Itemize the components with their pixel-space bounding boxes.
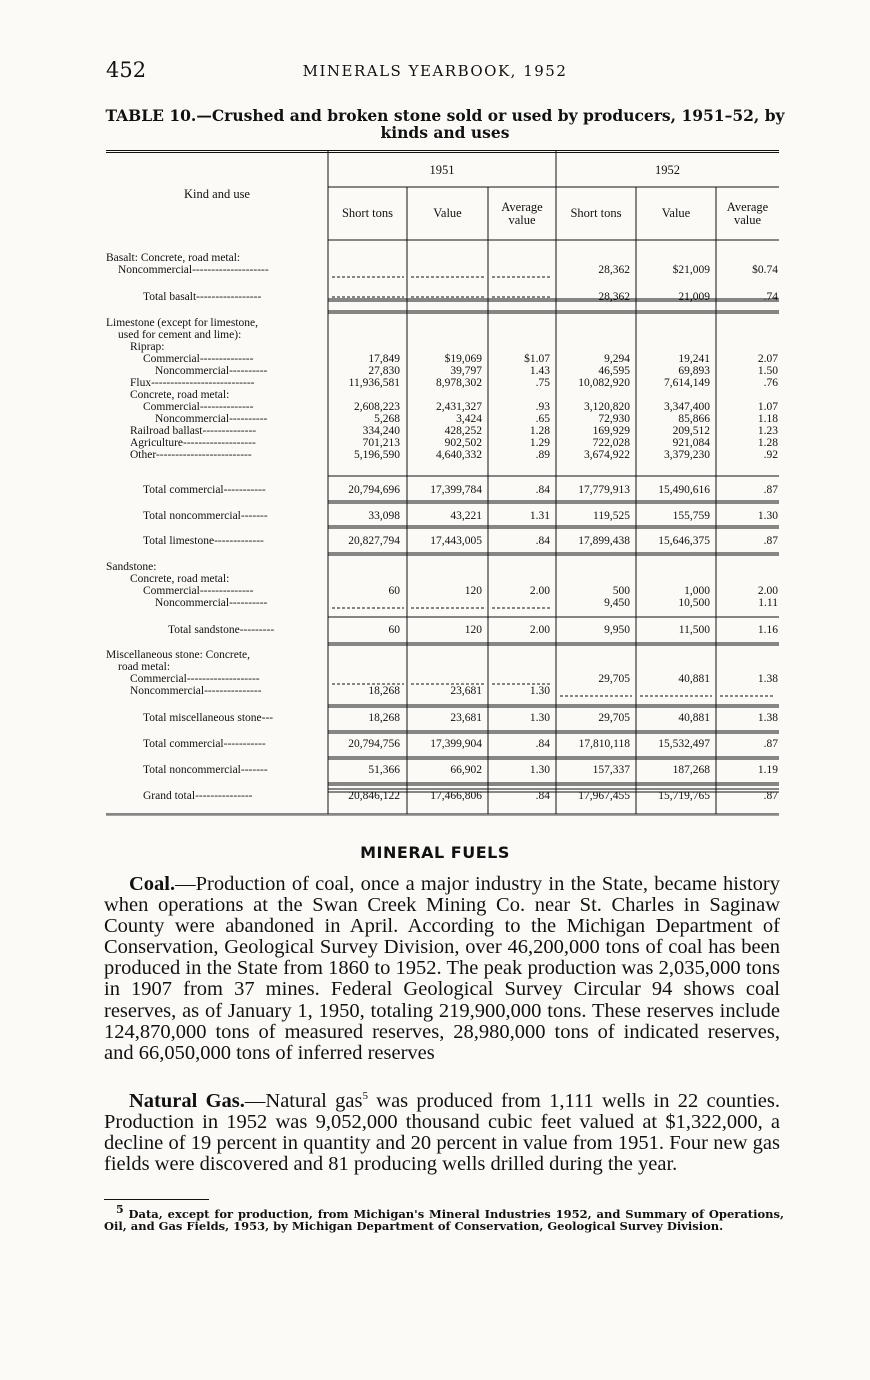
- cell-misc-comm-average-value-1952: 1.38: [757, 673, 778, 685]
- cell-flux-value-1951: 8,978,302: [436, 377, 482, 389]
- cell-riprap-noncomm-value-1952: 69,893: [678, 365, 710, 377]
- cell-other-short-tons-1952: 3,674,922: [584, 449, 630, 461]
- cell-concrete-noncomm-value-1951: 3,424: [456, 413, 482, 425]
- cell-lime-total-comm-average-value-1951: .84: [535, 484, 550, 496]
- cell-agriculture-value-1951: 902,502: [444, 437, 482, 449]
- cell-riprap-noncomm-short-tons-1952: 46,595: [598, 365, 630, 377]
- label-text: Flux: [130, 377, 152, 389]
- cell-misc-noncomm-average-value-1951: 1.30: [529, 685, 550, 697]
- cell-total-sandstone-short-tons-1952: 9,950: [604, 624, 630, 636]
- label-text: Total basalt: [143, 291, 197, 303]
- cell-total-limestone-short-tons-1951: 20,827,794: [348, 535, 400, 547]
- cell-basalt-short-tons-1952: 28,362: [598, 264, 630, 276]
- label-riprap-commercial: Commercial--------------: [143, 353, 254, 365]
- cell-railroad-value-1952: 209,512: [672, 425, 710, 437]
- label-basalt: Basalt: Concrete, road metal:: [106, 252, 241, 264]
- header-kind-and-use: Kind and use: [184, 187, 250, 201]
- label-total-sandstone: Total sandstone---------: [168, 624, 275, 636]
- cell-other-value-1951: 4,640,332: [436, 449, 482, 461]
- footnote-ref[interactable]: 5: [362, 1090, 368, 1102]
- cell-lime-total-noncomm-value-1952: 155,759: [672, 510, 710, 522]
- cell-sand-comm-average-value-1951: 2.00: [529, 585, 550, 597]
- cell-concrete-comm-short-tons-1951: 2,608,223: [354, 401, 400, 413]
- coal-text: —Production of coal, once a major industry in the State, became history when operations at the Swan Creek Mining Co. near St. Charles in Saginaw County were abandoned in April. According to the Michigan Department of Conservation, Geological Survey Division, over 46,200,000 tons of coal has been produced in the State from 1860 to 1952. The peak production was 2,035,000 tons in 1907 from 37 mines. Federal Geological Survey Circular 94 shows coal reserves, as of January 1, 1950, totaling 219,900,000 tons. These reserves include 124,870,000 tons of measured reserves, 28,980,000 tons of indicated reserves, and 66,050,000 tons of inferred reserves: [104, 873, 780, 1064]
- cell-total-sandstone-short-tons-1951: 60: [388, 624, 400, 636]
- label-limestone-l2: used for cement and lime):: [118, 329, 242, 341]
- label-sandstone-concrete: Concrete, road metal:: [130, 573, 230, 585]
- cell-misc-comm-short-tons-1952: 29,705: [598, 673, 630, 685]
- label-text: Other: [130, 449, 156, 461]
- cell-total-commercial-average-value-1951: .84: [535, 738, 550, 750]
- cell-flux-average-value-1952: .76: [763, 377, 778, 389]
- cell-total-commercial-value-1951: 17,399,904: [430, 738, 482, 750]
- label-text: Noncommercial: [118, 264, 193, 276]
- cell-sand-comm-short-tons-1951: 60: [388, 585, 400, 597]
- cell-total-commercial-average-value-1952: .87: [763, 738, 778, 750]
- running-title: MINERALS YEARBOOK, 1952: [302, 62, 568, 80]
- label-misc-noncommercial: Noncommercial---------------: [130, 685, 262, 697]
- cell-flux-average-value-1951: .75: [535, 377, 550, 389]
- cell-sand-comm-value-1952: 1,000: [684, 585, 710, 597]
- cell-total-misc-short-tons-1951: 18,268: [368, 712, 400, 724]
- cell-total-noncommercial-average-value-1951: 1.30: [529, 764, 550, 776]
- label-riprap-noncommercial: Noncommercial----------: [155, 365, 268, 377]
- cell-other-value-1952: 3,379,230: [664, 449, 710, 461]
- cell-total-misc-average-value-1952: 1.38: [757, 712, 778, 724]
- table-title-line-2: kinds and uses: [380, 123, 510, 142]
- cell-agriculture-average-value-1951: 1.29: [529, 437, 550, 449]
- footnote-text: Data, except for production, from Michigan's Mineral Industries 1952, and Summary of Operations, Oil, and Gas Fields, 1953, by Michigan Department of Conservation, Geological Survey Division.: [104, 1206, 784, 1233]
- label-agriculture: Agriculture-------------------: [130, 437, 256, 449]
- header-value-1951: Value: [433, 206, 462, 220]
- label-misc-l2: road metal:: [118, 661, 171, 673]
- cell-total-misc-value-1952: 40,881: [678, 712, 710, 724]
- label-text: Noncommercial: [155, 365, 230, 377]
- cell-flux-short-tons-1952: 10,082,920: [578, 377, 630, 389]
- footnote: [104, 1204, 784, 1232]
- label-text: Total miscellaneous stone: [143, 712, 262, 724]
- cell-basalt-value-1952: $21,009: [672, 264, 710, 276]
- header-value-1952: Value: [661, 206, 691, 220]
- cell-riprap-noncomm-average-value-1951: 1.43: [529, 365, 550, 377]
- cell-riprap-noncomm-average-value-1952: 1.50: [757, 365, 778, 377]
- footnote-rule: [104, 1199, 209, 1200]
- cell-sand-comm-average-value-1952: 2.00: [757, 585, 778, 597]
- cell-concrete-noncomm-average-value-1951: .65: [535, 413, 550, 425]
- cell-other-average-value-1951: .89: [535, 449, 550, 461]
- cell-riprap-comm-average-value-1951: $1.07: [524, 353, 550, 365]
- cell-lime-total-comm-short-tons-1952: 17,779,913: [578, 484, 630, 496]
- header-average-l2: value: [733, 213, 762, 227]
- cell-sand-noncomm-short-tons-1952: 9,450: [604, 597, 630, 609]
- cell-concrete-comm-value-1952: 3,347,400: [664, 401, 710, 413]
- label-text: Agriculture: [130, 437, 184, 449]
- cell-concrete-comm-average-value-1952: 1.07: [757, 401, 778, 413]
- label-total-misc: Total miscellaneous stone---: [143, 712, 274, 724]
- cell-basalt-average-value-1952: $0.74: [752, 264, 778, 276]
- label-text: Noncommercial: [155, 597, 230, 609]
- cell-railroad-average-value-1952: 1.23: [757, 425, 778, 437]
- header-year-1952: 1952: [655, 163, 680, 177]
- label-text: Total limestone: [143, 535, 215, 547]
- cell-total-commercial-value-1952: 15,532,497: [658, 738, 710, 750]
- natural-gas-text-a: —Natural gas: [244, 1089, 363, 1112]
- label-text: Noncommercial: [155, 413, 230, 425]
- label-text: Total noncommercial: [143, 510, 241, 522]
- label-concrete-commercial: Commercial--------------: [143, 401, 254, 413]
- cell-railroad-average-value-1951: 1.28: [529, 425, 550, 437]
- cell-lime-total-noncomm-short-tons-1951: 33,098: [368, 510, 400, 522]
- label-basalt-noncommercial: Noncommercial--------------------: [118, 264, 269, 276]
- table-title-line-1: TABLE 10.—Crushed and broken stone sold or used by producers, 1951–52, by: [105, 106, 785, 125]
- cell-agriculture-value-1952: 921,084: [672, 437, 710, 449]
- header-average-l2: value: [508, 213, 536, 227]
- cell-total-sandstone-value-1951: 120: [464, 624, 482, 636]
- cell-riprap-noncomm-value-1951: 39,797: [450, 365, 482, 377]
- label-text: Total commercial: [143, 484, 224, 496]
- cell-lime-total-comm-average-value-1952: .87: [763, 484, 778, 496]
- label-other: Other-------------------------: [130, 449, 252, 461]
- label-text: Total sandstone: [168, 624, 240, 636]
- coal-paragraph: [104, 874, 780, 1064]
- coal-heading: Coal.: [129, 873, 176, 895]
- cell-total-sandstone-value-1952: 11,500: [678, 624, 710, 636]
- cell-concrete-comm-average-value-1951: .93: [535, 401, 550, 413]
- label-total-basalt: Total basalt-----------------: [143, 291, 262, 303]
- cell-total-misc-value-1951: 23,681: [450, 712, 482, 724]
- cell-flux-short-tons-1951: 11,936,581: [348, 377, 400, 389]
- header-year-1951: 1951: [429, 163, 455, 177]
- label-total-noncommercial: Total noncommercial-------: [143, 764, 268, 776]
- cell-total-misc-short-tons-1952: 29,705: [598, 712, 630, 724]
- label-grand-total: Grand total---------------: [143, 790, 253, 802]
- cell-flux-value-1952: 7,614,149: [664, 377, 710, 389]
- label-limestone-total-commercial: Total commercial-----------: [143, 484, 266, 496]
- cell-grand-total-short-tons-1952: 17,967,455: [578, 790, 630, 802]
- natural-gas-paragraph: [104, 1086, 780, 1175]
- cell-total-limestone-short-tons-1952: 17,899,438: [578, 535, 630, 547]
- label-flux: Flux---------------------------: [130, 377, 255, 389]
- cell-railroad-short-tons-1952: 169,929: [592, 425, 630, 437]
- cell-lime-total-noncomm-average-value-1952: 1.30: [757, 510, 778, 522]
- cell-lime-total-noncomm-short-tons-1952: 119,525: [593, 510, 630, 522]
- footnote-mark: 5: [116, 1203, 124, 1216]
- label-text: Noncommercial: [130, 685, 205, 697]
- cell-riprap-comm-value-1951: $19,069: [444, 353, 482, 365]
- cell-riprap-comm-average-value-1952: 2.07: [757, 353, 778, 365]
- cell-lime-total-comm-short-tons-1951: 20,794,696: [348, 484, 400, 496]
- label-railroad-ballast: Railroad ballast--------------: [130, 425, 257, 437]
- cell-lime-total-noncomm-value-1951: 43,221: [450, 510, 482, 522]
- cell-riprap-comm-value-1952: 19,241: [678, 353, 710, 365]
- label-misc: Miscellaneous stone: Concrete,: [106, 649, 251, 661]
- cell-total-noncommercial-value-1952: 187,268: [672, 764, 710, 776]
- cell-sand-noncomm-value-1952: 10,500: [678, 597, 710, 609]
- label-concrete: Concrete, road metal:: [130, 389, 230, 401]
- cell-total-basalt-value-1952: 21,009: [678, 291, 710, 303]
- label-total-commercial: Total commercial-----------: [143, 738, 266, 750]
- label-riprap: Riprap:: [130, 341, 165, 353]
- cell-sand-comm-value-1951: 120: [464, 585, 482, 597]
- cell-agriculture-average-value-1952: 1.28: [757, 437, 778, 449]
- cell-concrete-comm-value-1951: 2,431,327: [436, 401, 482, 413]
- cell-grand-total-average-value-1952: .87: [763, 790, 778, 802]
- label-text: Commercial: [143, 353, 200, 365]
- label-text: Total commercial: [143, 738, 224, 750]
- cell-total-limestone-average-value-1951: .84: [535, 535, 550, 547]
- cell-total-basalt-average-value-1952: .74: [763, 291, 778, 303]
- cell-railroad-value-1951: 428,252: [444, 425, 482, 437]
- cell-sand-comm-short-tons-1952: 500: [612, 585, 630, 597]
- cell-total-limestone-average-value-1952: .87: [763, 535, 778, 547]
- cell-total-noncommercial-value-1951: 66,902: [450, 764, 482, 776]
- cell-lime-total-noncomm-average-value-1951: 1.31: [529, 510, 550, 522]
- cell-total-commercial-short-tons-1951: 20,794,756: [348, 738, 400, 750]
- cell-total-noncommercial-short-tons-1951: 51,366: [368, 764, 400, 776]
- label-sandstone-noncommercial: Noncommercial----------: [155, 597, 268, 609]
- cell-riprap-noncomm-short-tons-1951: 27,830: [368, 365, 400, 377]
- cell-concrete-noncomm-short-tons-1952: 72,930: [598, 413, 630, 425]
- header-average-value-1951: [488, 201, 556, 227]
- cell-total-misc-average-value-1951: 1.30: [529, 712, 550, 724]
- cell-total-commercial-short-tons-1952: 17,810,118: [578, 738, 630, 750]
- label-text: Commercial: [143, 401, 200, 413]
- cell-grand-total-value-1951: 17,466,806: [430, 790, 482, 802]
- header-short-tons-1951: Short tons: [341, 206, 394, 220]
- cell-agriculture-short-tons-1952: 722,028: [592, 437, 630, 449]
- header-average-l1: Average: [501, 200, 543, 214]
- cell-total-noncommercial-average-value-1952: 1.19: [757, 764, 778, 776]
- cell-riprap-comm-short-tons-1952: 9,294: [604, 353, 630, 365]
- label-misc-commercial: Commercial-------------------: [130, 673, 260, 685]
- header-short-tons-1952: Short tons: [570, 206, 622, 220]
- cell-other-short-tons-1951: 5,196,590: [354, 449, 400, 461]
- cell-other-average-value-1952: .92: [763, 449, 778, 461]
- stone-table: [106, 150, 779, 816]
- cell-total-limestone-value-1952: 15,646,375: [658, 535, 710, 547]
- cell-grand-total-short-tons-1951: 20,846,122: [348, 790, 400, 802]
- label-concrete-noncommercial: Noncommercial----------: [155, 413, 268, 425]
- cell-concrete-noncomm-value-1952: 85,866: [678, 413, 710, 425]
- label-sandstone: Sandstone:: [106, 561, 157, 573]
- section-title: MINERAL FUELS: [360, 843, 510, 862]
- label-text: Commercial: [143, 585, 200, 597]
- natural-gas-text-b: was produced from 1,111 wells in 22 counties. Production in 1952 was 9,052,000 thousand cubic feet valued at $1,322,000, a decline of 19 percent in quantity and 20 percent in value from 1951. Four new gas fields were discovered and 81 producing wells drilled during the year.: [104, 1089, 780, 1176]
- cell-total-noncommercial-short-tons-1952: 157,337: [592, 764, 630, 776]
- label-text: Total noncommercial: [143, 764, 241, 776]
- label-text: Commercial: [130, 673, 187, 685]
- page-number: 452: [106, 58, 147, 82]
- cell-total-sandstone-average-value-1952: 1.16: [757, 624, 778, 636]
- cell-misc-comm-value-1952: 40,881: [678, 673, 710, 685]
- label-text: Railroad ballast: [130, 425, 203, 437]
- cell-grand-total-average-value-1951: .84: [535, 790, 550, 802]
- cell-lime-total-comm-value-1951: 17,399,784: [430, 484, 482, 496]
- label-total-limestone: Total limestone-------------: [143, 535, 264, 547]
- label-sandstone-commercial: Commercial--------------: [143, 585, 254, 597]
- header-average-l1: Average: [726, 200, 769, 214]
- label-limestone-total-noncommercial: Total noncommercial-------: [143, 510, 268, 522]
- cell-concrete-noncomm-short-tons-1951: 5,268: [374, 413, 400, 425]
- cell-concrete-comm-short-tons-1952: 3,120,820: [584, 401, 630, 413]
- cell-riprap-comm-short-tons-1951: 17,849: [368, 353, 400, 365]
- cell-agriculture-short-tons-1951: 701,213: [362, 437, 400, 449]
- cell-misc-noncomm-value-1951: 23,681: [450, 685, 482, 697]
- cell-total-basalt-short-tons-1952: 28,362: [598, 291, 630, 303]
- cell-railroad-short-tons-1951: 334,240: [362, 425, 400, 437]
- cell-sand-noncomm-average-value-1952: 1.11: [758, 597, 778, 609]
- natural-gas-heading: Natural Gas.: [129, 1089, 245, 1112]
- cell-grand-total-value-1952: 15,719,765: [658, 790, 710, 802]
- cell-lime-total-comm-value-1952: 15,490,616: [658, 484, 710, 496]
- label-limestone: Limestone (except for limestone,: [106, 317, 259, 329]
- cell-misc-noncomm-short-tons-1951: 18,268: [368, 685, 400, 697]
- table-title: [104, 107, 786, 141]
- cell-total-sandstone-average-value-1951: 2.00: [529, 624, 550, 636]
- cell-total-limestone-value-1951: 17,443,005: [430, 535, 482, 547]
- cell-concrete-noncomm-average-value-1952: 1.18: [757, 413, 778, 425]
- header-average-value-1952: [716, 201, 779, 227]
- label-text: Grand total: [143, 790, 196, 802]
